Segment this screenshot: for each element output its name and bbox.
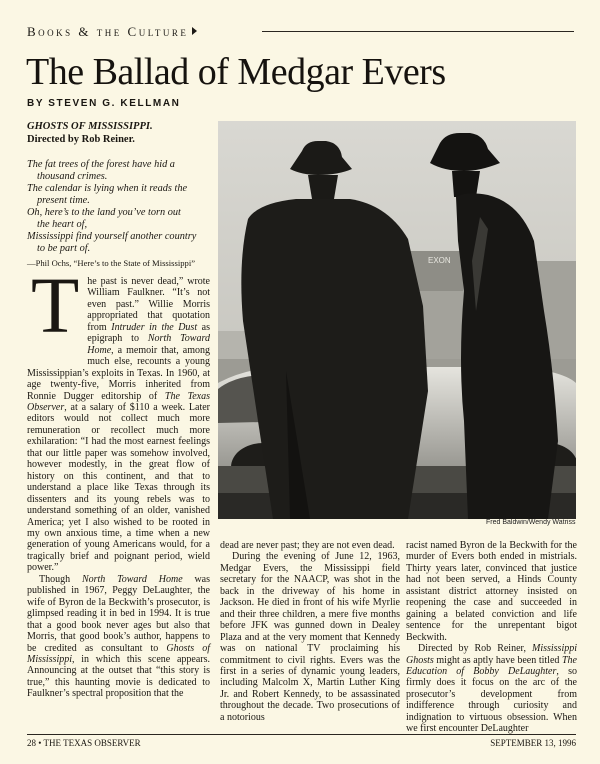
paragraph: racist named Byron de la Beckwith for the murder of Evers both ended in mistrials. Thirty years later, convinced that justice had not been served, a Hinds County assistant district attorney insisted on reopening the case and succeeded in gaining a belated conviction and life sentence for the unrepentant bigot Beckwith. [406,540,577,643]
poem-line: The calendar is lying when it reads the [27,183,188,194]
text-run: as epigraph to [87,321,210,345]
text-run: , a memoir that, among much else, recounts a young Mississippian’s exploits in Texas. In 1960, at age twenty-five, Morris inherited from Ronnie Dugger editorship of [27,344,210,402]
film-title-ref: Mississippi Ghosts [406,643,577,666]
triangle-arrow-icon [192,27,197,35]
paragraph: During the evening of June 12, 1963, Medgar Evers, the Mississippi field secretary for the NAACP, was shot in the back in the driveway of his home in Jackson. He died in front of his wife Myrlie and their three children, a mere five months before JFK was gunned down in Dealey Plaza and at the very moment that Kennedy was on national TV proclaiming his commitment to civil rights. Evers was the first in a series of dynamic young leaders, including Malcolm X, Martin Luther King Jr. and Robert Kennedy, to be assassinated throughout the decade. Two prosecutions of a notorious [220,551,400,723]
article-column-3 [406,540,577,735]
film-director: Directed by Rob Reiner. [27,133,135,145]
photo-credit: Fred Baldwin/Wendy Watriss [486,519,576,526]
paragraph [406,643,577,735]
film-title: GHOSTS OF MISSISSIPPI. [27,121,153,132]
poem-attribution: —Phil Ochs, “Here’s to the State of Mississippi” [27,258,196,268]
folio-date: SEPTEMBER 13, 1996 [490,738,576,748]
epigraph-poem [27,159,217,269]
text-run: he past is never dead,” wrote William Faulkner. “It’s not even past.” Willie Morris appropriated that quotation from [87,276,210,333]
poem-line: to be part of. [37,243,91,254]
film-info [27,121,210,146]
film-title-ref: Ghosts of Mississippi [27,642,211,665]
footer-rule [27,734,576,735]
folio-left: 28 • THE TEXAS OBSERVER [27,738,141,748]
poem-line: The fat trees of the forest have hid a [27,159,175,170]
article-column-2 [220,540,400,723]
book-title: Intruder in the Dust [111,321,198,333]
two-men-silhouette-photo [218,121,576,519]
poem-line: the heart of, [37,219,88,230]
poem-line: present time. [37,195,90,206]
byline: BY STEVEN G. KELLMAN [27,98,181,109]
alt-title: The Education of Bobby DeLaughter [406,654,577,677]
book-title: North Toward Home [81,573,183,585]
publication-title: The Texas Observer [27,390,210,413]
text-run: might as aptly have been titled [433,654,562,666]
drop-cap: T [31,263,80,350]
text-run: , in which this scene appears. Announcing at the outset that “this story is true,” this haunting movie is dedicated to Faulkner’s spectral proposition that the [27,653,210,700]
section-label: Books & the Culture [27,24,189,39]
section-header [27,24,197,40]
book-title: North Toward Home [87,333,210,356]
text-run: Though [39,573,82,585]
poem-line: Oh, here’s to the land you’ve torn out [27,207,181,218]
exon-sign: EXON [428,256,451,265]
text-run: Directed by Rob Reiner, [418,643,532,655]
paragraph: dead are never past; they are not even dead. [220,540,395,551]
paragraph [27,574,210,700]
text-run: , so firmly does it focus on the arc of the prosecutor’s development from indifference through curiosity and indignation to virtuous obsession. When we first encounter DeLaughter [406,665,577,735]
text-run: , at a salary of $110 a week. Later editors would not collect much more remuneration or recollect much more exhilaration: “I had the most earnest feelings that our little paper was somehow involved, however modestly, in the great flow of history on this continent, and that to understand a place like Texas through its dissenters and its young rebels was to understand something of an older, vanished America; yet I also wished to be rooted in my own anxious time, a time when a new generation of young Americans would, for a tragically brief and poignant period, wield power.” [27,401,210,574]
poem-line: Mississippi find yourself another country [27,231,197,242]
article-title: The Ballad of Medgar Evers [26,51,446,93]
section-rule [262,31,574,32]
text-run: was published in 1967, Peggy DeLaughter, the wife of Byron de la Beckwith’s prosecutor, is glimpsed reading it in bed in 1994. It is true that a good book never ages but also that Morris, that good book’s author, happens to be credited as consultant to [27,573,211,654]
poem-line: thousand crimes. [37,171,108,182]
article-photo [218,121,576,519]
